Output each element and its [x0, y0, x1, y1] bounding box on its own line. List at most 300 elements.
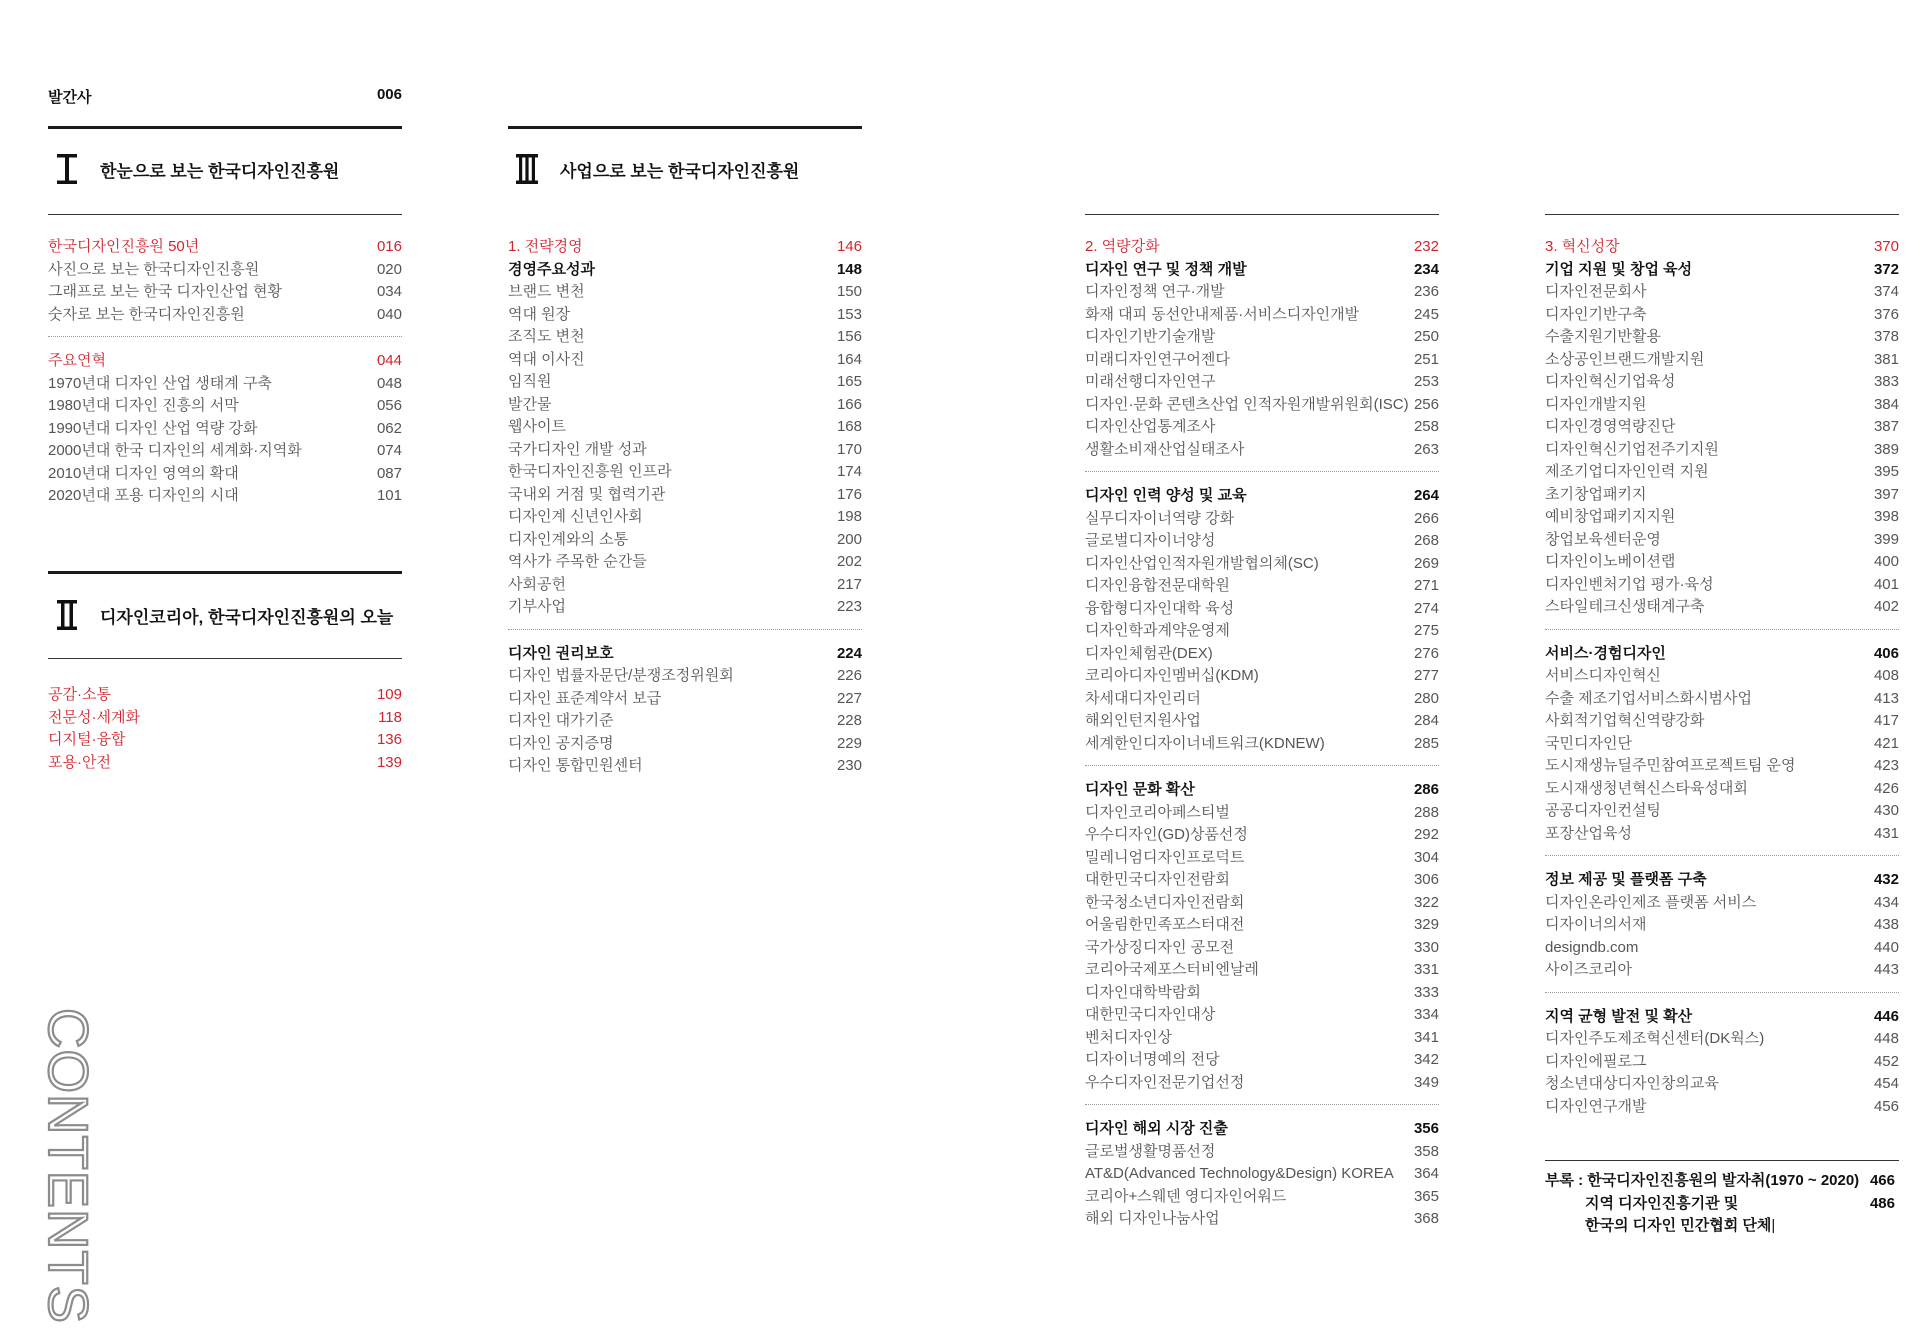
- toc-entry-title: 디자인계와의 소통: [508, 530, 629, 548]
- toc-entry-page: 395: [1873, 463, 1899, 480]
- toc-entry-title: 임직원: [508, 373, 552, 390]
- rule-col2-top: [508, 126, 862, 129]
- toc-entry-title: 디자인 법률자문단/분쟁조정위원회: [508, 667, 734, 684]
- toc-entry[interactable]: [48, 395, 402, 418]
- toc-entry-title: 초기창업패키지: [1545, 485, 1647, 503]
- toc-column-4: [1545, 236, 1899, 1118]
- toc-entry-title: 청소년대상디자인창의교육: [1545, 1075, 1719, 1092]
- toc-entry[interactable]: [1545, 326, 1899, 349]
- toc-entry-page: 322: [1413, 893, 1439, 911]
- toc-entry-title: 디자인주도제조혁신센터(DK웍스): [1545, 1030, 1765, 1047]
- toc-entry-title: 주요연혁: [48, 352, 106, 369]
- toc-entry-title: 국가디자인 개발 성과: [508, 440, 647, 458]
- toc-column-2: [508, 236, 862, 778]
- toc-entry-page: 430: [1873, 802, 1899, 819]
- toc-entry[interactable]: [1545, 959, 1899, 982]
- toc-group: [508, 643, 862, 778]
- toc-entry-page: 341: [1413, 1028, 1439, 1046]
- dotted-divider: [1545, 992, 1899, 993]
- toc-entry-title: 우수디자인전문기업선정: [1085, 1073, 1245, 1091]
- toc-entry-title: 1990년대 디자인 산업 역량 강화: [48, 419, 258, 437]
- appendix-entry[interactable]: [1545, 1193, 1895, 1216]
- toc-entry[interactable]: [48, 281, 402, 304]
- toc-entry-title: 경영주요성과: [508, 260, 595, 278]
- toc-entry-page: 304: [1413, 848, 1439, 866]
- toc-entry-page: 438: [1873, 916, 1899, 933]
- toc-chapter-entry[interactable]: [48, 684, 402, 707]
- toc-entry-title: 벤처디자인상: [1085, 1028, 1172, 1046]
- toc-entry-title: 도시재생청년혁신스타육성대회: [1545, 779, 1748, 797]
- toc-entry-title: 브랜드 변천: [508, 283, 585, 300]
- toc-entry-title: 3. 혁신성장: [1545, 238, 1620, 255]
- toc-entry-title: 미래선행디자인연구: [1085, 373, 1216, 390]
- toc-entry[interactable]: [1085, 1027, 1439, 1050]
- toc-entry-page: 440: [1873, 938, 1899, 956]
- toc-entry[interactable]: [1545, 1051, 1899, 1074]
- toc-section-heading[interactable]: [1085, 779, 1439, 802]
- toc-entry-page: 454: [1873, 1075, 1899, 1092]
- toc-entry-page: 372: [1873, 260, 1899, 278]
- appendix-entry[interactable]: [1545, 1170, 1895, 1193]
- toc-entry[interactable]: [1545, 506, 1899, 529]
- toc-entry-page: 384: [1873, 395, 1899, 413]
- toc-entry-title: 사회공헌: [508, 575, 566, 593]
- toc-entry-page: 374: [1873, 283, 1899, 300]
- toc-entry-title: 전문성·세계화: [48, 708, 140, 726]
- toc-entry-title: 디자인산업인적자원개발협의체(SC): [1085, 554, 1319, 572]
- toc-entry-page: 285: [1413, 734, 1439, 752]
- toc-entry[interactable]: [1085, 710, 1439, 733]
- toc-entry[interactable]: [1545, 596, 1899, 619]
- dotted-divider: [1085, 1104, 1439, 1105]
- rule-col1-section2-top: [48, 571, 402, 574]
- toc-entry[interactable]: [1545, 394, 1899, 417]
- toc-group: [1085, 236, 1439, 461]
- toc-entry-title: 실무디자이너역량 강화: [1085, 509, 1235, 527]
- toc-entry[interactable]: [1085, 281, 1439, 304]
- toc-entry[interactable]: [1085, 508, 1439, 531]
- toc-entry-title: 디자인연구개발: [1545, 1097, 1647, 1115]
- toc-entry-title: 소상공인브랜드개발지원: [1545, 350, 1705, 368]
- toc-entry[interactable]: [1085, 1072, 1439, 1095]
- toc-column-3: [1085, 236, 1439, 1231]
- toc-group: [1085, 779, 1439, 1094]
- toc-entry-title: 기부사업: [508, 598, 566, 615]
- toc-entry-page: 101: [376, 487, 402, 504]
- toc-entry-page: 198: [836, 508, 862, 525]
- toc-entry[interactable]: [508, 551, 862, 574]
- rule-col1-section2-bottom: [48, 658, 402, 659]
- toc-entry-title: 디자인산업통계조사: [1085, 418, 1216, 435]
- toc-entry-page: 284: [1413, 712, 1439, 729]
- toc-entry-title: 1980년대 디자인 진흥의 서막: [48, 397, 239, 414]
- toc-entry[interactable]: [1085, 959, 1439, 982]
- toc-chapter-entry[interactable]: [1545, 236, 1899, 259]
- toc-entry[interactable]: [1085, 1141, 1439, 1164]
- toc-entry[interactable]: [1545, 710, 1899, 733]
- toc-entry[interactable]: [508, 304, 862, 327]
- section-three-title: [516, 153, 799, 185]
- toc-entry[interactable]: [1085, 982, 1439, 1005]
- toc-entry-title: 발간물: [508, 395, 552, 413]
- toc-entry[interactable]: [1545, 914, 1899, 937]
- roman-numeral-three-icon: [516, 153, 538, 185]
- toc-entry[interactable]: [1085, 439, 1439, 462]
- toc-section-heading[interactable]: [1545, 1006, 1899, 1029]
- toc-entry-title: 1. 전략경영: [508, 238, 583, 255]
- dotted-divider: [1085, 765, 1439, 766]
- toc-entry-page: 269: [1413, 554, 1439, 572]
- toc-entry-title: 2020년대 포용 디자인의 시대: [48, 487, 239, 504]
- toc-entry-page: 200: [836, 530, 862, 548]
- appendix-page2: 486: [1869, 1194, 1895, 1212]
- toc-entry-page: 228: [836, 712, 862, 729]
- toc-entry[interactable]: [1085, 665, 1439, 688]
- toc-entry-title: 코리아디자인멤버십(KDM): [1085, 667, 1259, 684]
- toc-entry[interactable]: [1545, 892, 1899, 915]
- toc-entry-title: 수출지원기반활용: [1545, 328, 1661, 345]
- toc-entry-page: 232: [1413, 238, 1439, 255]
- toc-entry-title: 숫자로 보는 한국디자인진흥원: [48, 305, 245, 323]
- toc-entry-title: 디자인전문회사: [1545, 283, 1647, 300]
- toc-entry[interactable]: [1085, 575, 1439, 598]
- toc-section-heading[interactable]: [1085, 485, 1439, 508]
- toc-entry[interactable]: [1085, 530, 1439, 553]
- toc-entry[interactable]: [1085, 371, 1439, 394]
- toc-entry[interactable]: [1545, 349, 1899, 372]
- toc-entry[interactable]: [1085, 1049, 1439, 1072]
- dotted-divider: [1085, 471, 1439, 472]
- toc-entry-page: 333: [1413, 983, 1439, 1001]
- toc-group: [48, 236, 402, 326]
- toc-entry[interactable]: [1545, 484, 1899, 507]
- toc-entry-page: 401: [1873, 575, 1899, 593]
- toc-entry-page: 381: [1873, 350, 1899, 368]
- roman-numeral-two-icon: [56, 599, 78, 631]
- toc-entry[interactable]: [508, 755, 862, 778]
- toc-entry[interactable]: [508, 281, 862, 304]
- toc-entry[interactable]: [1085, 620, 1439, 643]
- toc-entry-page: 253: [1413, 373, 1439, 390]
- rule-appendix-top: [1545, 1160, 1899, 1161]
- toc-entry[interactable]: [1545, 800, 1899, 823]
- toc-entry-title: 사이즈코리아: [1545, 961, 1632, 978]
- toc-entry-page: 421: [1873, 734, 1899, 752]
- toc-entry[interactable]: [508, 484, 862, 507]
- toc-entry-title: designdb.com: [1545, 938, 1639, 956]
- toc-entry[interactable]: [1545, 688, 1899, 711]
- toc-entry-page: 378: [1873, 328, 1899, 345]
- toc-entry-page: 150: [836, 283, 862, 300]
- toc-entry-title: 대한민국디자인대상: [1085, 1006, 1216, 1023]
- toc-entry-title: 미래디자인연구어젠다: [1085, 350, 1230, 368]
- toc-entry-page: 236: [1413, 283, 1439, 300]
- rule-col4-top: [1545, 214, 1899, 215]
- appendix-entry-continued: [1545, 1215, 1895, 1238]
- section-two-title: [56, 599, 393, 631]
- toc-chapter-entry[interactable]: [48, 752, 402, 775]
- appendix-block: [1545, 1170, 1895, 1238]
- toc-entry-page: 056: [376, 397, 402, 414]
- toc-entry[interactable]: [48, 463, 402, 486]
- toc-entry-title: 제조기업디자인인력 지원: [1545, 463, 1709, 480]
- toc-entry-title: 글로벌디자이너양성: [1085, 532, 1216, 549]
- section-two-label: 디자인코리아, 한국디자인진흥원의 오늘: [100, 607, 394, 627]
- toc-entry-title: 2000년대 한국 디자인의 세계화·지역화: [48, 442, 302, 459]
- toc-entry[interactable]: [1545, 778, 1899, 801]
- toc-entry[interactable]: [508, 529, 862, 552]
- toc-entry-title: 포용·안전: [48, 753, 111, 771]
- toc-entry-title: 글로벌생활명품선정: [1085, 1142, 1216, 1160]
- toc-entry-page: 174: [836, 463, 862, 480]
- toc-entry-title: 디자인체험관(DEX): [1085, 644, 1213, 662]
- toc-entry[interactable]: [1085, 847, 1439, 870]
- toc-entry-page: 250: [1413, 328, 1439, 345]
- toc-entry[interactable]: [1545, 574, 1899, 597]
- toc-entry[interactable]: [48, 373, 402, 396]
- toc-entry-title: 조직도 변천: [508, 328, 585, 345]
- toc-entry[interactable]: [1085, 598, 1439, 621]
- toc-entry-page: 148: [836, 260, 862, 278]
- toc-entry[interactable]: [508, 574, 862, 597]
- toc-group: [1545, 236, 1899, 619]
- toc-entry[interactable]: [1545, 1073, 1899, 1096]
- toc-entry[interactable]: [1085, 304, 1439, 327]
- toc-entry-page: 146: [836, 238, 862, 255]
- toc-entry-page: 074: [376, 442, 402, 459]
- toc-entry[interactable]: [508, 326, 862, 349]
- toc-entry-title: 역대 원장: [508, 305, 571, 323]
- toc-group: [1085, 1118, 1439, 1231]
- toc-entry[interactable]: [1545, 439, 1899, 462]
- toc-entry[interactable]: [1085, 1208, 1439, 1231]
- toc-entry-page: 349: [1413, 1073, 1439, 1091]
- toc-entry-title: 포장산업육성: [1545, 824, 1632, 842]
- toc-entry-page: 275: [1413, 622, 1439, 639]
- toc-entry[interactable]: [1545, 529, 1899, 552]
- toc-entry-page: 397: [1873, 485, 1899, 503]
- toc-entry-page: 266: [1413, 509, 1439, 527]
- toc-entry-title: 한국디자인진흥원 50년: [48, 238, 200, 255]
- toc-entry-page: 443: [1873, 961, 1899, 978]
- toc-section-heading[interactable]: [1085, 259, 1439, 282]
- toc-entry-title: 디자인 통합민원센터: [508, 757, 643, 774]
- toc-group: [48, 684, 402, 774]
- toc-entry[interactable]: [1085, 914, 1439, 937]
- toc-entry-page: 044: [376, 352, 402, 369]
- toc-entry-page: 330: [1413, 938, 1439, 956]
- toc-entry[interactable]: [1545, 371, 1899, 394]
- toc-column-1-lower: [48, 684, 402, 774]
- toc-entry[interactable]: [1545, 281, 1899, 304]
- toc-entry[interactable]: [508, 665, 862, 688]
- rule-col1-title-bottom: [48, 214, 402, 215]
- toc-chapter-entry[interactable]: [1085, 236, 1439, 259]
- toc-entry[interactable]: [1545, 1028, 1899, 1051]
- toc-entry[interactable]: [1085, 553, 1439, 576]
- toc-entry-title: 디자인에필로그: [1545, 1052, 1647, 1070]
- toc-entry[interactable]: [508, 416, 862, 439]
- toc-entry-title: 디자인코리아페스티벌: [1085, 803, 1230, 821]
- toc-entry-title: 국가상징디자인 공모전: [1085, 938, 1235, 956]
- toc-entry[interactable]: [1545, 304, 1899, 327]
- toc-entry-page: 229: [836, 734, 862, 752]
- toc-entry-title: 디자이너의서재: [1545, 916, 1647, 933]
- toc-entry-title: 서비스디자인혁신: [1545, 667, 1661, 684]
- toc-section-heading[interactable]: [508, 259, 862, 282]
- toc-entry-title: 디자인대학박람회: [1085, 983, 1201, 1001]
- roman-numeral-one-icon: [56, 153, 78, 185]
- section-one-label: 한눈으로 보는 한국디자인진흥원: [100, 161, 340, 181]
- toc-entry-title: 정보 제공 및 플랫폼 구축: [1545, 871, 1707, 888]
- toc-entry[interactable]: [508, 506, 862, 529]
- toc-entry-page: 164: [836, 350, 862, 368]
- toc-entry-title: 서비스·경험디자인: [1545, 644, 1666, 662]
- toc-entry[interactable]: [1545, 823, 1899, 846]
- toc-entry[interactable]: [1545, 461, 1899, 484]
- toc-entry[interactable]: [1085, 869, 1439, 892]
- toc-entry-title: 그래프로 보는 한국 디자인산업 현황: [48, 283, 283, 300]
- toc-entry[interactable]: [48, 304, 402, 327]
- toc-entry[interactable]: [1085, 733, 1439, 756]
- toc-entry-title: 스타일테크신생태계구축: [1545, 598, 1705, 615]
- preface-label: 발간사: [48, 89, 92, 106]
- toc-group: [1085, 485, 1439, 755]
- toc-entry[interactable]: [1545, 665, 1899, 688]
- toc-entry[interactable]: [1085, 802, 1439, 825]
- toc-entry[interactable]: [1545, 937, 1899, 960]
- toc-entry-page: 230: [836, 757, 862, 774]
- section-three-label: 사업으로 보는 한국디자인진흥원: [560, 161, 800, 181]
- toc-entry-page: 034: [376, 283, 402, 300]
- toc-entry[interactable]: [508, 371, 862, 394]
- toc-entry[interactable]: [508, 439, 862, 462]
- toc-entry-title: 국내외 거점 및 협력기관: [508, 485, 666, 503]
- toc-entry-title: 디자인온라인제조 플랫폼 서비스: [1545, 893, 1757, 911]
- toc-entry[interactable]: [508, 710, 862, 733]
- toc-entry-page: 224: [836, 644, 862, 662]
- toc-entry-page: 402: [1873, 598, 1899, 615]
- toc-entry[interactable]: [1085, 349, 1439, 372]
- toc-entry-page: 413: [1873, 689, 1899, 707]
- dotted-divider: [1545, 629, 1899, 630]
- toc-entry-title: 어울림한민족포스터대전: [1085, 916, 1245, 933]
- toc-entry-page: 202: [836, 553, 862, 570]
- toc-section-heading[interactable]: [1085, 1118, 1439, 1141]
- toc-entry[interactable]: [508, 461, 862, 484]
- toc-entry-page: 446: [1873, 1007, 1899, 1025]
- toc-entry-page: 109: [376, 686, 402, 703]
- toc-entry[interactable]: [508, 394, 862, 417]
- toc-entry[interactable]: [1085, 937, 1439, 960]
- appendix-line2: 지역 디자인진흥기관 및: [1585, 1194, 1739, 1212]
- toc-entry[interactable]: [1085, 824, 1439, 847]
- toc-entry-title: 디자인 공지증명: [508, 734, 614, 752]
- toc-entry[interactable]: [508, 733, 862, 756]
- toc-entry-title: 디자인·문화 콘텐츠산업 인적자원개발위원회(ISC): [1085, 395, 1409, 413]
- toc-entry-page: 331: [1413, 961, 1439, 978]
- toc-entry-title: 해외인턴지원사업: [1085, 712, 1201, 729]
- toc-entry[interactable]: [1085, 688, 1439, 711]
- toc-entry-title: 코리아국제포스터비엔날레: [1085, 961, 1259, 978]
- toc-entry[interactable]: [1085, 1004, 1439, 1027]
- toc-entry-page: 156: [836, 328, 862, 345]
- toc-entry[interactable]: [1085, 643, 1439, 666]
- section-one-title: [56, 153, 339, 185]
- toc-section-heading[interactable]: [1545, 643, 1899, 666]
- toc-entry[interactable]: [1085, 1186, 1439, 1209]
- toc-entry-title: 역대 이사진: [508, 350, 585, 368]
- toc-column-1: [48, 236, 402, 508]
- toc-chapter-entry[interactable]: [508, 236, 862, 259]
- toc-entry-title: 디자인 대가기준: [508, 712, 614, 729]
- dotted-divider: [48, 336, 402, 337]
- toc-entry-page: 165: [836, 373, 862, 390]
- toc-entry[interactable]: [1545, 416, 1899, 439]
- toc-entry-title: 디자인혁신기업전주기지원: [1545, 440, 1719, 458]
- toc-entry-title: 공감·소통: [48, 686, 111, 703]
- toc-entry-title: 대한민국디자인전람회: [1085, 871, 1230, 888]
- toc-entry-page: 365: [1413, 1187, 1439, 1205]
- toc-entry[interactable]: [48, 440, 402, 463]
- toc-entry[interactable]: [1545, 755, 1899, 778]
- toc-entry-page: 020: [376, 260, 402, 278]
- toc-entry[interactable]: [1085, 1163, 1439, 1186]
- toc-entry[interactable]: [48, 485, 402, 508]
- toc-entry-title: 수출 제조기업서비스화시범사업: [1545, 689, 1753, 707]
- toc-chapter-entry[interactable]: [48, 350, 402, 373]
- toc-entry-page: 170: [836, 440, 862, 458]
- toc-entry[interactable]: [508, 688, 862, 711]
- toc-entry-page: 452: [1873, 1052, 1899, 1070]
- toc-entry[interactable]: [1085, 394, 1439, 417]
- toc-entry-page: 217: [836, 575, 862, 593]
- toc-entry[interactable]: [508, 596, 862, 619]
- toc-entry-page: 364: [1413, 1165, 1439, 1182]
- toc-entry[interactable]: [1545, 551, 1899, 574]
- toc-entry[interactable]: [1085, 326, 1439, 349]
- toc-entry-page: 448: [1873, 1030, 1899, 1047]
- toc-entry-page: 456: [1873, 1097, 1899, 1115]
- toc-entry-title: 디자인 권리보호: [508, 644, 614, 662]
- toc-entry-title: 디지털·융합: [48, 731, 126, 748]
- toc-entry-page: 256: [1413, 395, 1439, 413]
- toc-entry[interactable]: [48, 259, 402, 282]
- appendix-line1: 부록 : 한국디자인진흥원의 발자취(1970 ~ 2020): [1545, 1172, 1860, 1189]
- toc-chapter-entry[interactable]: [48, 707, 402, 730]
- toc-entry-title: 디자인 인력 양성 및 교육: [1085, 487, 1247, 504]
- toc-entry[interactable]: [1545, 733, 1899, 756]
- toc-entry[interactable]: [1085, 416, 1439, 439]
- preface-entry[interactable]: [48, 86, 402, 107]
- toc-entry-page: 280: [1413, 689, 1439, 707]
- toc-entry-title: 디자인경영역량진단: [1545, 418, 1676, 435]
- toc-entry[interactable]: [48, 418, 402, 441]
- toc-chapter-entry[interactable]: [48, 236, 402, 259]
- toc-entry[interactable]: [1545, 1096, 1899, 1119]
- toc-chapter-entry[interactable]: [48, 729, 402, 752]
- toc-entry-page: 358: [1413, 1142, 1439, 1160]
- toc-section-heading[interactable]: [1545, 869, 1899, 892]
- toc-group: [508, 236, 862, 619]
- toc-entry[interactable]: [1085, 892, 1439, 915]
- toc-entry-title: 융합형디자인대학 육성: [1085, 599, 1235, 617]
- toc-entry[interactable]: [508, 349, 862, 372]
- toc-entry-page: 087: [376, 464, 402, 482]
- toc-section-heading[interactable]: [508, 643, 862, 666]
- toc-entry-title: 도시재생뉴딜주민참여프로젝트팀 운영: [1545, 757, 1796, 774]
- toc-section-heading[interactable]: [1545, 259, 1899, 282]
